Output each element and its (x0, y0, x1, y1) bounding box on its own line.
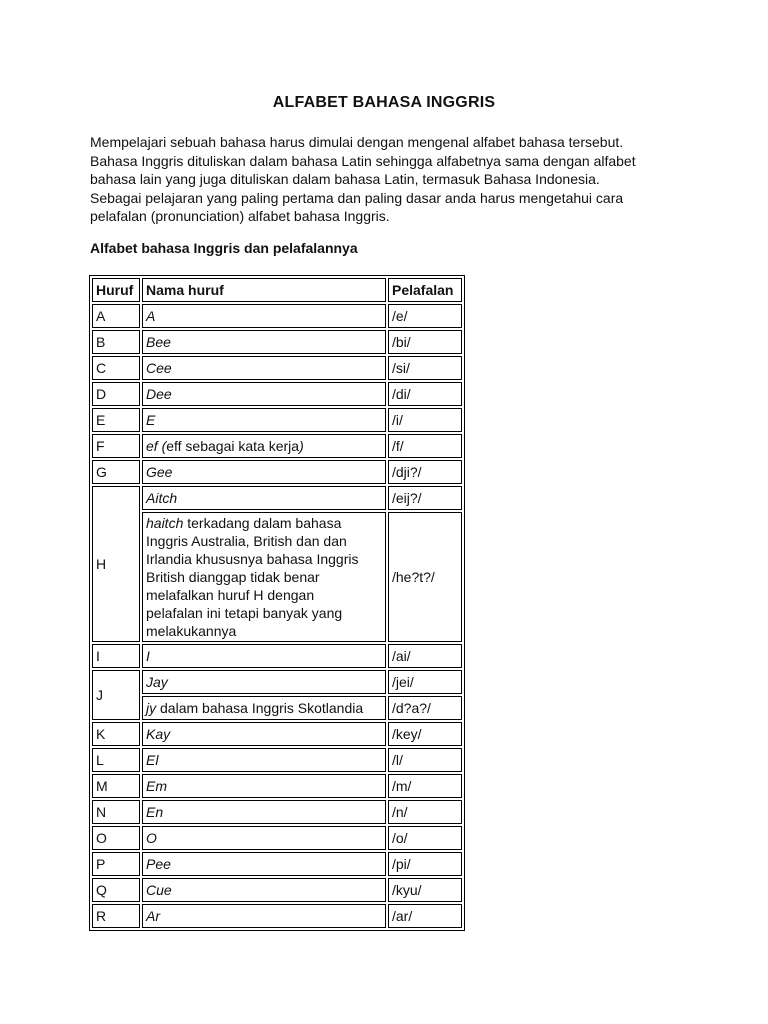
letter-cell: A (92, 304, 140, 328)
pron-cell: /he?t?/ (388, 512, 462, 642)
pron-cell: /d?a?/ (388, 696, 462, 720)
pron-cell: /n/ (388, 800, 462, 824)
letter-cell: P (92, 852, 140, 876)
name-cell: Pee (142, 852, 386, 876)
letter-cell: I (92, 644, 140, 668)
header-nama-huruf: Nama huruf (142, 278, 386, 302)
letter-cell: B (92, 330, 140, 354)
table-row (92, 512, 462, 642)
name-cell: Em (142, 774, 386, 798)
name-text: British dianggap tidak benar (146, 569, 320, 585)
table-row (92, 356, 462, 380)
letter-cell: R (92, 904, 140, 928)
letter-cell: D (92, 382, 140, 406)
letter-cell: M (92, 774, 140, 798)
pron-cell: /eij?/ (388, 486, 462, 510)
name-cell: Jay (142, 670, 386, 694)
table-row (92, 408, 462, 432)
name-cell: Cue (142, 878, 386, 902)
name-italic: ef ( (146, 438, 167, 454)
name-cell: E (142, 408, 386, 432)
table-row (92, 330, 462, 354)
letter-cell: Q (92, 878, 140, 902)
name-cell: El (142, 748, 386, 772)
name-cell (142, 512, 386, 642)
table-row (92, 774, 462, 798)
name-text: pelafalan ini tetapi banyak yang (146, 605, 343, 621)
name-cell: I (142, 644, 386, 668)
name-cell: Bee (142, 330, 386, 354)
pron-cell: /ar/ (388, 904, 462, 928)
pron-cell: /bi/ (388, 330, 462, 354)
letter-cell: F (92, 434, 140, 458)
intro-line: pelafalan (pronunciation) alfabet bahasa Inggris. (90, 208, 390, 224)
pron-cell: /f/ (388, 434, 462, 458)
pron-cell: /ai/ (388, 644, 462, 668)
table-row (92, 382, 462, 406)
table-row (92, 304, 462, 328)
name-italic: jy (146, 700, 157, 716)
table-row (92, 878, 462, 902)
table-row (92, 644, 462, 668)
table-row (92, 800, 462, 824)
header-huruf: Huruf (92, 278, 140, 302)
table-row (92, 852, 462, 876)
section-heading: Alfabet bahasa Inggris dan pelafalannya (90, 240, 358, 256)
name-cell: A (142, 304, 386, 328)
letter-cell: N (92, 800, 140, 824)
name-cell (142, 434, 386, 458)
table-row (92, 826, 462, 850)
name-cell (142, 696, 386, 720)
letter-cell: J (92, 670, 140, 720)
intro-line: Mempelajari sebuah bahasa harus dimulai dengan mengenal alfabet bahasa tersebut. (90, 134, 624, 150)
name-italic-end: ) (299, 438, 304, 454)
name-cell: Aitch (142, 486, 386, 510)
intro-line: Sebagai pelajaran yang paling pertama dan paling dasar anda harus mengetahui cara (90, 189, 624, 206)
intro-paragraph (90, 133, 690, 226)
name-text: Irlandia khususnya bahasa Inggris (146, 551, 359, 567)
letter-cell: H (92, 486, 140, 642)
letter-cell: L (92, 748, 140, 772)
pron-cell: /key/ (388, 722, 462, 746)
name-text: terkadang dalam bahasa (183, 515, 342, 531)
pron-cell: /jei/ (388, 670, 462, 694)
alphabet-table (89, 275, 465, 931)
letter-cell: K (92, 722, 140, 746)
table-row (92, 670, 462, 694)
name-cell: Dee (142, 382, 386, 406)
letter-cell: C (92, 356, 140, 380)
letter-cell: O (92, 826, 140, 850)
intro-line: bahasa lain yang juga dituliskan dalam bahasa Latin, termasuk Bahasa Indonesia. (90, 171, 600, 187)
table-row (92, 696, 462, 720)
table-row (92, 434, 462, 458)
table-row (92, 904, 462, 928)
name-cell: Ar (142, 904, 386, 928)
name-text: melakukannya (146, 623, 237, 639)
pron-cell: /e/ (388, 304, 462, 328)
name-text: Inggris Australia, British dan dan (146, 533, 347, 549)
name-text: melafalkan huruf H dengan (146, 587, 315, 603)
table-row (92, 748, 462, 772)
letter-cell: E (92, 408, 140, 432)
table-row (92, 486, 462, 510)
pron-cell: /kyu/ (388, 878, 462, 902)
name-cell: Gee (142, 460, 386, 484)
header-pelafalan: Pelafalan (388, 278, 462, 302)
name-cell: Kay (142, 722, 386, 746)
pron-cell: /dji?/ (388, 460, 462, 484)
page-title: ALFABET BAHASA INGGRIS (272, 94, 496, 111)
pron-cell: /i/ (388, 408, 462, 432)
name-cell: Cee (142, 356, 386, 380)
name-text: dalam bahasa Inggris Skotlandia (156, 700, 364, 716)
pron-cell: /o/ (388, 826, 462, 850)
table-header-row (92, 278, 462, 302)
name-text: eff sebagai kata kerja (166, 438, 300, 454)
pron-cell: /di/ (388, 382, 462, 406)
pron-cell: /pi/ (388, 852, 462, 876)
pron-cell: /si/ (388, 356, 462, 380)
table-row (92, 722, 462, 746)
letter-cell: G (92, 460, 140, 484)
table-row (92, 460, 462, 484)
name-cell: O (142, 826, 386, 850)
pron-cell: /m/ (388, 774, 462, 798)
name-italic: haitch (146, 515, 184, 531)
intro-line: Bahasa Inggris dituliskan dalam bahasa Latin sehingga alfabetnya sama dengan alfabet (90, 152, 636, 169)
name-cell: En (142, 800, 386, 824)
pron-cell: /l/ (388, 748, 462, 772)
